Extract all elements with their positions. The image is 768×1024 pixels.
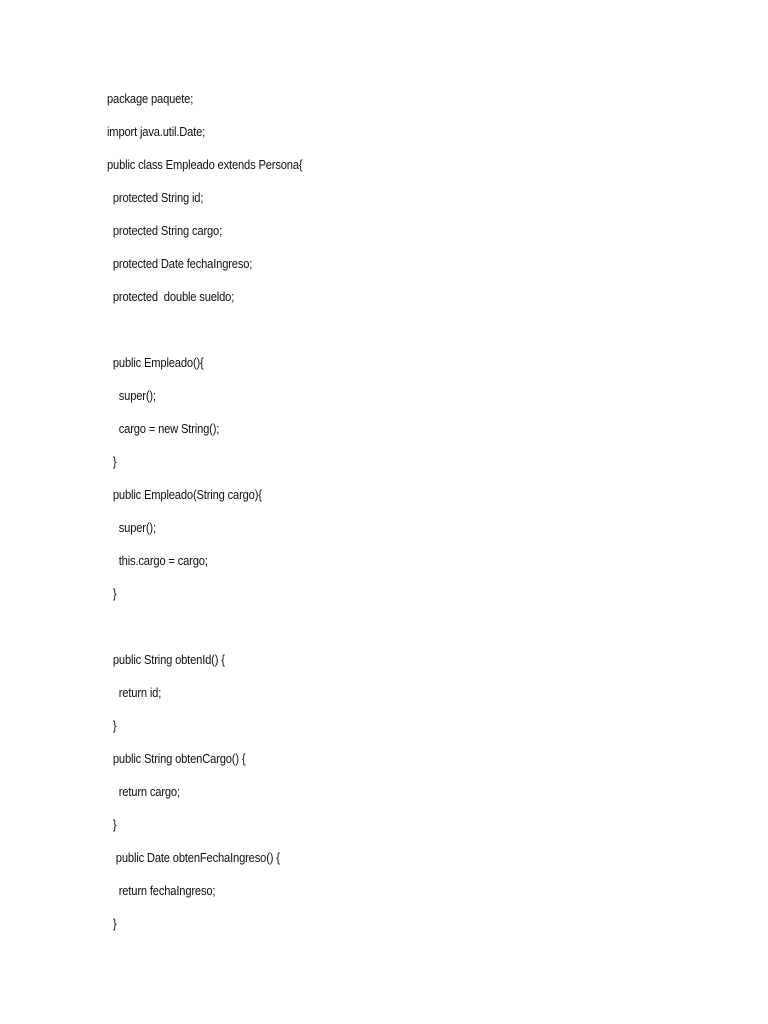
code-line: public String obtenCargo() { bbox=[107, 751, 246, 766]
code-line: package paquete; bbox=[107, 91, 194, 106]
code-line: protected String id; bbox=[107, 190, 204, 205]
code-line: protected double sueldo; bbox=[107, 289, 235, 304]
code-line: protected Date fechaIngreso; bbox=[107, 256, 253, 271]
code-line: public Empleado(){ bbox=[107, 355, 204, 370]
code-line: public Empleado(String cargo){ bbox=[107, 487, 262, 502]
blank-line bbox=[107, 321, 302, 354]
code-line: } bbox=[107, 586, 117, 601]
code-line: return id; bbox=[107, 685, 162, 700]
code-line: public Date obtenFechaIngreso() { bbox=[107, 850, 280, 865]
code-line: public class Empleado extends Persona{ bbox=[107, 157, 303, 172]
code-line: } bbox=[107, 817, 117, 832]
code-line: super(); bbox=[107, 388, 156, 403]
code-line: return cargo; bbox=[107, 784, 180, 799]
code-line: } bbox=[107, 454, 117, 469]
code-line: public String obtenId() { bbox=[107, 652, 225, 667]
code-line: cargo = new String(); bbox=[107, 421, 220, 436]
code-line: this.cargo = cargo; bbox=[107, 553, 208, 568]
code-line: super(); bbox=[107, 520, 156, 535]
code-line: protected String cargo; bbox=[107, 223, 223, 238]
blank-line bbox=[107, 618, 302, 651]
code-line: import java.util.Date; bbox=[107, 124, 206, 139]
code-line: } bbox=[107, 916, 117, 931]
code-line: } bbox=[107, 718, 117, 733]
code-line: return fechaIngreso; bbox=[107, 883, 216, 898]
code-listing bbox=[107, 90, 334, 948]
